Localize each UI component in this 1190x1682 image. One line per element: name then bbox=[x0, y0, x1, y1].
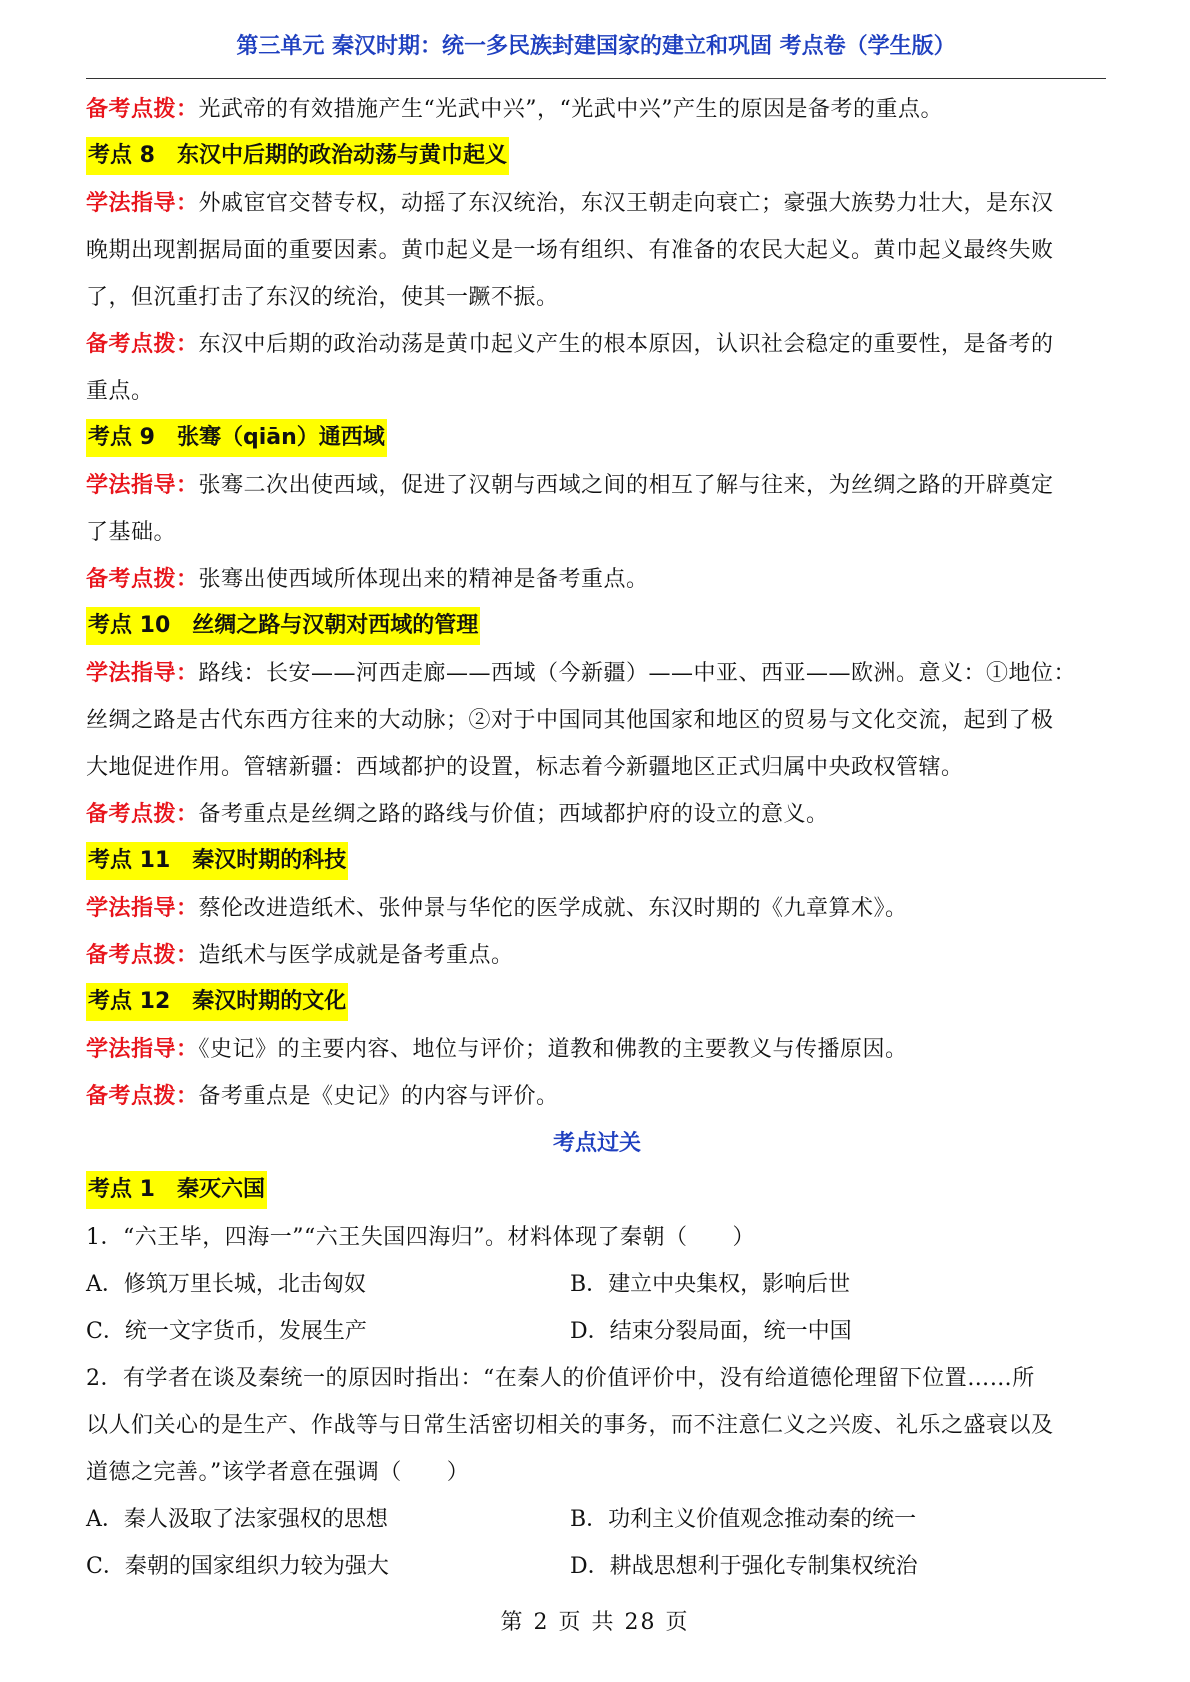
xuefa-label: 学法指导： bbox=[86, 473, 199, 498]
question-2-options-row-1 bbox=[86, 1496, 1108, 1543]
kaodian-12-beikao bbox=[86, 1073, 1108, 1120]
kaodian-8-xuefa-line-3: 了，但沉重打击了东汉的统治，使其一蹶不振。 bbox=[86, 285, 559, 310]
question-2-stem-line-3: 道德之完善。”该学者意在强调（ ） bbox=[86, 1460, 470, 1485]
kaodian-8-xuefa bbox=[86, 180, 1108, 227]
kaodian-10-section bbox=[86, 603, 1108, 838]
kaodian-9-xuefa-line-2: 了基础。 bbox=[86, 520, 177, 545]
question-1-option-b: B．建立中央集权，影响后世 bbox=[570, 1272, 851, 1297]
beikao-label: 备考点拨： bbox=[86, 332, 199, 357]
question-2-option-b: B．功利主义价值观念推动秦的统一 bbox=[570, 1507, 917, 1532]
kaodian-11-xuefa-line-1: 蔡伦改进造纸术、张仲景与华佗的医学成就、东汉时期的《九章算术》。 bbox=[198, 896, 908, 921]
beikao-label: 备考点拨： bbox=[86, 97, 199, 122]
xuefa-label: 学法指导： bbox=[86, 191, 199, 216]
kaodian-11-xuefa bbox=[86, 885, 1108, 932]
question-1-option-d: D．结束分裂局面，统一中国 bbox=[570, 1319, 852, 1344]
question-1-options-row-1 bbox=[86, 1261, 1108, 1308]
question-2-options-row-2 bbox=[86, 1543, 1108, 1590]
beikao-label: 备考点拨： bbox=[86, 1084, 199, 1109]
header-divider bbox=[86, 78, 1106, 79]
kaodian-9-xuefa-line-1: 张骞二次出使西域，促进了汉朝与西域之间的相互了解与往来，为丝绸之路的开辟奠定 bbox=[198, 473, 1054, 498]
page-content bbox=[86, 86, 1108, 1590]
kaodian-12-xuefa bbox=[86, 1026, 1108, 1073]
kaodian-10-xuefa bbox=[86, 650, 1108, 697]
question-2-option-c: C．秦朝的国家组织力较为强大 bbox=[86, 1554, 389, 1579]
intro-beikao-text: 光武帝的有效措施产生“光武中兴”，“光武中兴”产生的原因是备考的重点。 bbox=[198, 97, 944, 122]
beikao-label: 备考点拨： bbox=[86, 802, 199, 827]
beikao-label: 备考点拨： bbox=[86, 567, 199, 592]
question-2-stem-line-1: 2．有学者在谈及秦统一的原因时指出：“在秦人的价值评价中，没有给道德伦理留下位置……所 bbox=[86, 1366, 1035, 1391]
kaodian-12-xuefa-line-1: 《史记》的主要内容、地位与评价；道教和佛教的主要教义与传播原因。 bbox=[198, 1037, 908, 1062]
kaodian-10-xuefa-line-3: 大地促进作用。管辖新疆：西域都护的设置，标志着今新疆地区正式归属中央政权管辖。 bbox=[86, 755, 964, 780]
question-1-options-row-2 bbox=[86, 1308, 1108, 1355]
kaodian-9-beikao-line-1: 张骞出使西域所体现出来的精神是备考重点。 bbox=[198, 567, 649, 592]
kaodian-11-beikao bbox=[86, 932, 1108, 979]
kaodian-11-beikao-line-1: 造纸术与医学成就是备考重点。 bbox=[198, 943, 514, 968]
question-2-option-d: D．耕战思想利于强化专制集权统治 bbox=[570, 1554, 918, 1579]
kaodian-8-section bbox=[86, 133, 1108, 415]
kaodian-10-xuefa-line-1: 路线：长安——河西走廊——西域（今新疆）——中亚、西亚——欧洲。意义：①地位： bbox=[198, 661, 1077, 686]
question-1-option-a: A．修筑万里长城，北击匈奴 bbox=[86, 1272, 366, 1297]
question-2-stem-line-2: 以人们关心的是生产、作战等与日常生活密切相关的事务，而不注意仁义之兴废、礼乐之盛衰以及 bbox=[86, 1413, 1054, 1438]
beikao-label: 备考点拨： bbox=[86, 943, 199, 968]
kaodian-10-beikao bbox=[86, 791, 1108, 838]
section-title-kaodian-guoguan: 考点过关 bbox=[552, 1131, 641, 1156]
intro-beikao-paragraph bbox=[86, 86, 1108, 133]
kaodian-10-title: 考点 10 丝绸之路与汉朝对西域的管理 bbox=[86, 607, 480, 645]
question-1-option-c: C．统一文字货币，发展生产 bbox=[86, 1319, 367, 1344]
question-1-stem: 1．“六王毕，四海一”“六王失国四海归”。材料体现了秦朝（ ） bbox=[86, 1225, 755, 1250]
kaodian-8-beikao-line-1: 东汉中后期的政治动荡是黄巾起义产生的根本原因，认识社会稳定的重要性，是备考的 bbox=[198, 332, 1054, 357]
quiz-kaodian-1-section bbox=[86, 1167, 1108, 1590]
xuefa-label: 学法指导： bbox=[86, 896, 199, 921]
kaodian-9-xuefa bbox=[86, 462, 1108, 509]
kaodian-10-beikao-line-1: 备考重点是丝绸之路的路线与价值；西域都护府的设立的意义。 bbox=[198, 802, 829, 827]
kaodian-10-xuefa-line-2: 丝绸之路是古代东西方往来的大动脉；②对于中国同其他国家和地区的贸易与文化交流，起到了极 bbox=[86, 708, 1054, 733]
kaodian-11-title: 考点 11 秦汉时期的科技 bbox=[86, 842, 348, 880]
quiz-kaodian-1-title: 考点 1 秦灭六国 bbox=[86, 1171, 267, 1209]
kaodian-12-beikao-line-1: 备考重点是《史记》的内容与评价。 bbox=[198, 1084, 559, 1109]
kaodian-8-xuefa-line-1: 外戚宦官交替专权，动摇了东汉统治，东汉王朝走向衰亡；豪强大族势力壮大，是东汉 bbox=[198, 191, 1054, 216]
kaodian-8-xuefa-line-2: 晚期出现割据局面的重要因素。黄巾起义是一场有组织、有准备的农民大起义。黄巾起义最终失败 bbox=[86, 238, 1054, 263]
kaodian-9-beikao bbox=[86, 556, 1108, 603]
kaodian-9-section bbox=[86, 415, 1108, 603]
kaodian-8-beikao bbox=[86, 321, 1108, 368]
page-header-title: 第三单元 秦汉时期：统一多民族封建国家的建立和巩固 考点卷（学生版） bbox=[236, 34, 956, 59]
question-2-option-a: A．秦人汲取了法家强权的思想 bbox=[86, 1507, 388, 1532]
page-footer-number: 第 2 页 共 28 页 bbox=[500, 1610, 690, 1635]
kaodian-12-title: 考点 12 秦汉时期的文化 bbox=[86, 983, 348, 1021]
xuefa-label: 学法指导： bbox=[86, 1037, 199, 1062]
kaodian-9-title: 考点 9 张骞（qiān）通西域 bbox=[86, 419, 387, 457]
xuefa-label: 学法指导： bbox=[86, 661, 199, 686]
kaodian-8-beikao-line-2: 重点。 bbox=[86, 379, 154, 404]
kaodian-11-section bbox=[86, 838, 1108, 979]
kaodian-12-section bbox=[86, 979, 1108, 1120]
kaodian-8-title: 考点 8 东汉中后期的政治动荡与黄巾起义 bbox=[86, 137, 509, 175]
